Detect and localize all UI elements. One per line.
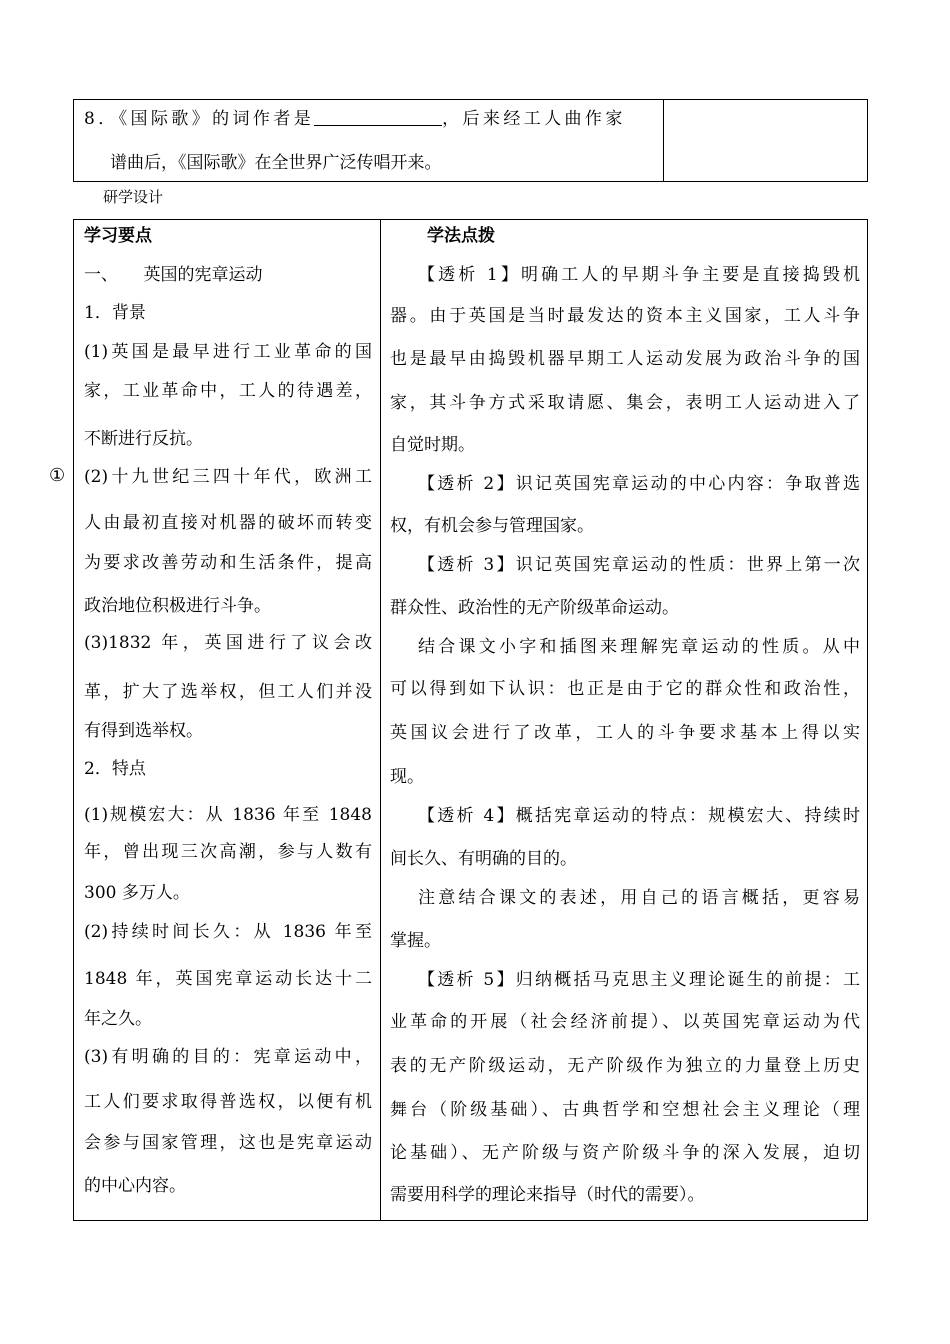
right-line: 【透析 5】归纳概括马克思主义理论诞生的前提：工 — [418, 970, 860, 990]
right-line: 掌握。 — [390, 931, 441, 951]
right-line: 自觉时期。 — [390, 435, 475, 455]
right-line: 现。 — [390, 767, 424, 787]
left-line: (2)持续时间长久：从 1836 年至 — [84, 922, 372, 942]
left-line: (3)1832 年，英国进行了议会改 — [84, 633, 372, 653]
left-line: 1．背景 — [84, 303, 146, 323]
left-line: (1)规模宏大：从 1836 年至 1848 — [84, 805, 372, 825]
left-line: 会参与国家管理，这也是宪章运动 — [84, 1133, 372, 1153]
right-line: 业革命的开展（社会经济前提）、以英国宪章运动为代 — [390, 1012, 860, 1032]
right-line: 也是最早由捣毁机器早期工人运动发展为政治斗争的国 — [390, 349, 860, 369]
left-line: 家，工业革命中，工人的待遇差， — [84, 381, 372, 401]
left-line: 2．特点 — [84, 759, 146, 779]
answer-blank[interactable] — [314, 107, 442, 126]
right-line: 结合课文小字和插图来理解宪章运动的性质。从中 — [418, 637, 860, 657]
left-line: 有得到选举权。 — [84, 721, 203, 741]
left-line: 年，曾出现三次高潮，参与人数有 — [84, 842, 372, 862]
question-8-table — [73, 99, 868, 182]
left-line: 300 多万人。 — [84, 883, 190, 903]
right-line: 权，有机会参与管理国家。 — [390, 516, 594, 536]
left-line: 年之久。 — [84, 1009, 152, 1029]
left-line: 政治地位积极进行斗争。 — [84, 596, 271, 616]
left-line: 1848 年，英国宪章运动长达十二 — [84, 969, 372, 989]
right-line: 家，其斗争方式采取请愿、集会，表明工人运动进入了 — [390, 393, 860, 413]
column-divider — [380, 220, 381, 1220]
right-line: 舞台（阶级基础）、古典哲学和空想社会主义理论（理 — [390, 1100, 860, 1120]
left-line: 革，扩大了选举权，但工人们并没 — [84, 682, 372, 702]
left-line: (1)英国是最早进行工业革命的国 — [84, 342, 372, 362]
right-line: 间长久、有明确的目的。 — [390, 849, 577, 869]
right-line: 【透析 4】概括宪章运动的特点：规模宏大、持续时 — [418, 806, 860, 826]
right-line: 【透析 2】识记英国宪章运动的中心内容：争取普选 — [418, 474, 860, 494]
column-divider — [663, 100, 664, 181]
question-8-suffix: ，后来经工人曲作家 — [442, 109, 626, 129]
right-line: 英国议会进行了改革，工人的斗争要求基本上得以实 — [390, 723, 860, 743]
right-line: 群众性、政治性的无产阶级革命运动。 — [390, 598, 679, 618]
study-table — [73, 219, 868, 1221]
right-line: 器。由于英国是当时最发达的资本主义国家，工人斗争 — [390, 306, 860, 326]
question-8-line-2: 谱曲后，《国际歌》在全世界广泛传唱开来。 — [110, 153, 442, 173]
left-line: (2)十九世纪三四十年代，欧洲工 — [84, 467, 372, 487]
study-points-header: 学习要点 — [84, 226, 152, 246]
right-line: 【透析 3】识记英国宪章运动的性质：世界上第一次 — [418, 555, 860, 575]
question-8-line-1 — [84, 104, 626, 129]
method-tips-header: 学法点拨 — [427, 226, 495, 246]
right-line: 需要用科学的理论来指导（时代的需要）。 — [390, 1185, 705, 1205]
left-line: 工人们要求取得普选权，以便有机 — [84, 1092, 372, 1112]
right-line: 可以得到如下认识：也正是由于它的群众性和政治性， — [390, 679, 860, 699]
right-line: 表的无产阶级运动，无产阶级作为独立的力量登上历史 — [390, 1056, 860, 1076]
right-line: 【透析 1】明确工人的早期斗争主要是直接捣毁机 — [418, 265, 860, 285]
margin-marker: ① — [49, 465, 66, 486]
left-line: 人由最初直接对机器的破坏而转变 — [84, 513, 372, 533]
right-line: 注意结合课文的表述，用自己的语言概括，更容易 — [418, 888, 860, 908]
left-line: 为要求改善劳动和生活条件，提高 — [84, 553, 372, 573]
left-line: (3)有明确的目的：宪章运动中， — [84, 1047, 372, 1067]
left-line: 不断进行反抗。 — [84, 429, 203, 449]
question-8-prefix: 8．《国际歌》的词作者是 — [84, 109, 315, 129]
left-line: 的中心内容。 — [84, 1176, 186, 1196]
section-label: 研学设计 — [103, 188, 164, 206]
right-line: 论基础）、无产阶级与资产阶级斗争的深入发展，迫切 — [390, 1143, 860, 1163]
left-line: 一、 英国的宪章运动 — [84, 265, 263, 285]
